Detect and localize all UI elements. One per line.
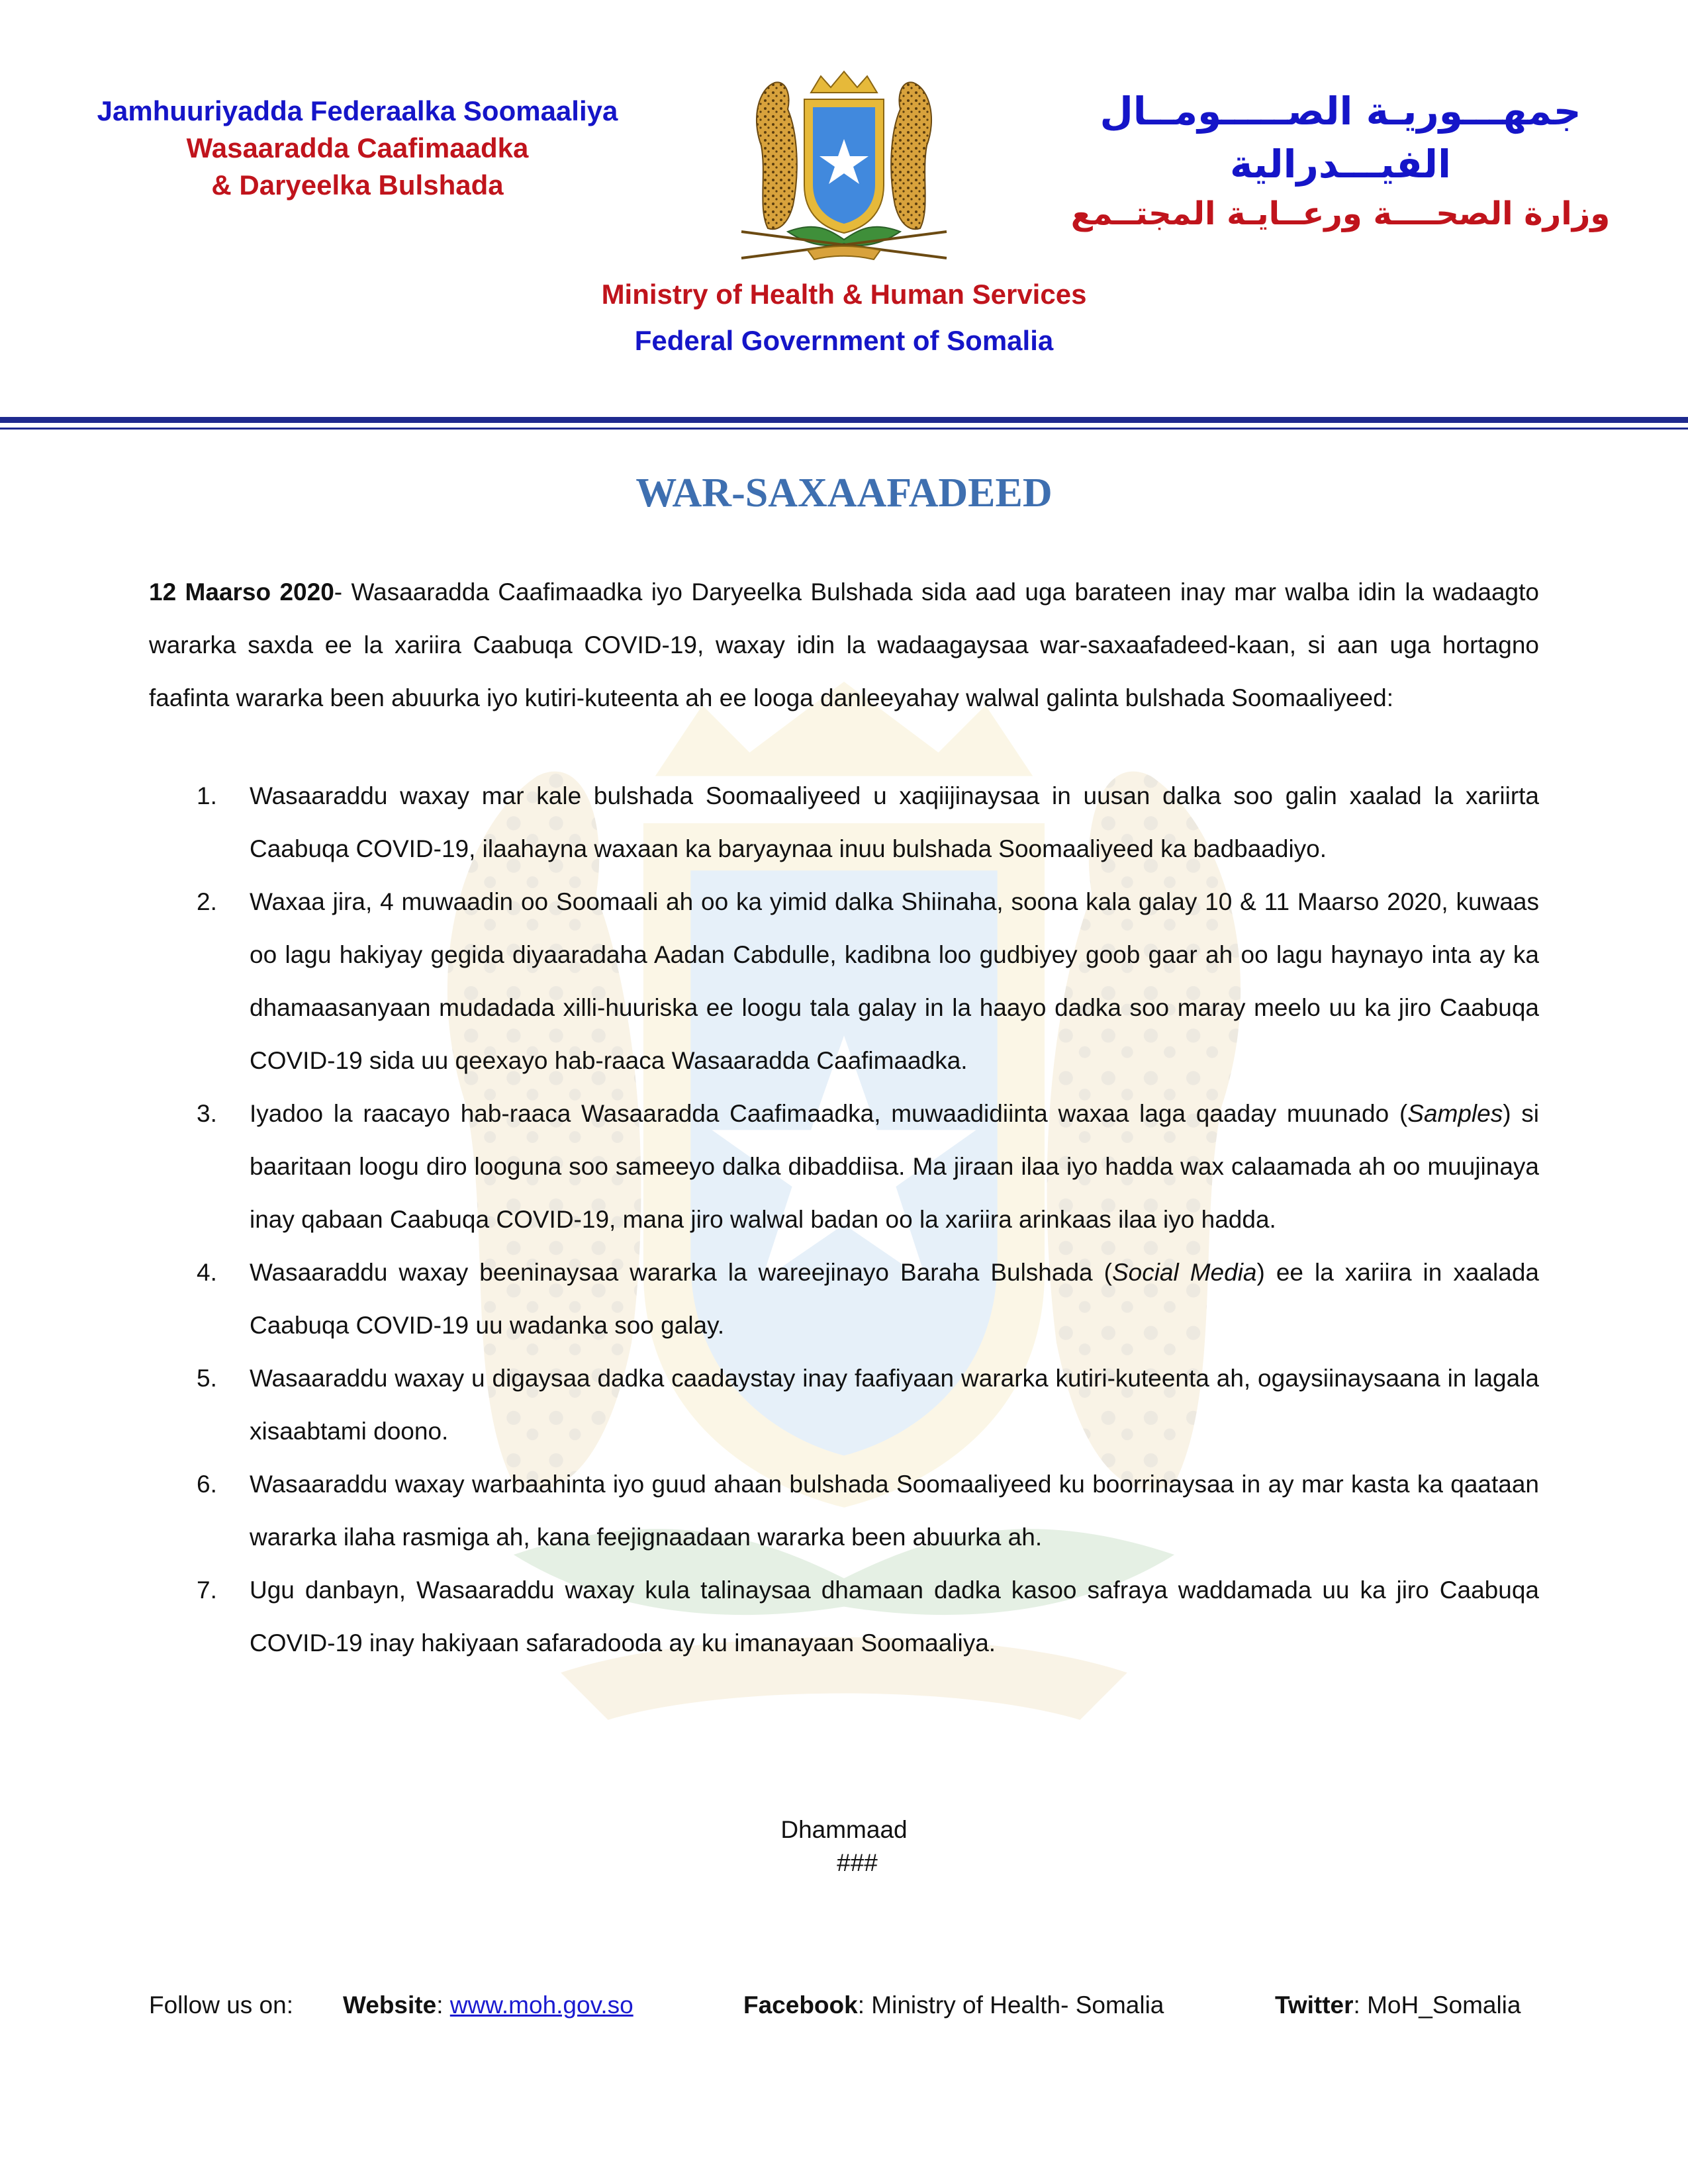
coat-of-arms-emblem (715, 66, 973, 271)
twitter-label: Twitter (1275, 1991, 1354, 2019)
footer-separator: : (1353, 1991, 1368, 2019)
numbered-list (149, 770, 1539, 1670)
list-text: Iyadoo la raacayo hab-raaca Wasaaradda Caafimaadka, muwaadidiinta waxaa laga qaaday muunado ( (250, 1100, 1408, 1127)
government-name-english: Federal Government of Somalia (634, 325, 1054, 356)
list-text-italic: Samples (1407, 1100, 1503, 1127)
ministry-name-somali: Wasaaradda Caafimaadka (186, 132, 529, 163)
list-item (149, 1352, 1539, 1458)
ministry-name-arabic: وزارة الصحــــة ورعــايـة المجتــمع (1070, 195, 1611, 232)
footer-separator: : (857, 1991, 872, 2019)
list-number: 1. (197, 782, 217, 809)
list-item (149, 876, 1539, 1087)
list-item (149, 1564, 1539, 1670)
footer-separator: : (436, 1991, 450, 2019)
twitter-value: MoH_Somalia (1367, 1991, 1521, 2019)
list-text: ) si baaritaan loogu diro looguna soo sameeyo dalka dibaddiisa. Ma jiraan ilaa iyo hadda wax calaamada ah oo muujinaya inay qabaan Caabuqa COVID-19, mana jiro walwal badan oo la xariira arinkaas ilaa iyo hadda. (250, 1100, 1539, 1233)
list-number: 7. (197, 1576, 217, 1604)
closing-block (712, 1813, 976, 1880)
republic-name-somali: Jamhuuriyadda Federaalka Soomaaliya (97, 95, 618, 126)
lead-text: - Wasaaradda Caafimaadka iyo Daryeelka Bulshada sida aad uga barateen inay mar walba idin la wadaagto wararka saxda ee la xariira Caabuqa COVID-19, waxay idin la wadaagaysaa war-saxaafadeed-kaan, si aan uga hortagno faafinta wararka been abuurka iyo kutiri-kuteenta ah ee looga danleeyahay walwal galinta bulshada Soomaaliyeed: (149, 578, 1539, 711)
list-text: Wasaaraddu waxay mar kale bulshada Soomaaliyeed u xaqiijinaysaa in uusan dalka soo galin xaalad la xariirta Caabuqa COVID-19, ilaahayna waxaan ka baryaynaa inuu bulshada Soomaaliyeed ka badbaadiyo. (250, 782, 1539, 862)
list-item (149, 1246, 1539, 1352)
list-item (149, 770, 1539, 876)
website-label: Website (343, 1991, 437, 2019)
facebook-label: Facebook (743, 1991, 858, 2019)
footer-follow-label: Follow us on: (149, 1991, 293, 2019)
lead-paragraph (149, 566, 1539, 725)
footer-twitter (1275, 1989, 1521, 2022)
list-item (149, 1458, 1539, 1564)
list-item (149, 1087, 1539, 1246)
ministry-block (463, 271, 1225, 364)
list-number: 5. (197, 1365, 217, 1392)
document-date: 12 Maarso 2020 (149, 578, 334, 606)
document-title: WAR-SAXAAFADEED (635, 471, 1053, 516)
list-text-italic: Social Media (1111, 1259, 1257, 1286)
header-divider-thick (0, 417, 1688, 423)
closing-hash: ### (837, 1849, 878, 1876)
list-text: Ugu danbayn, Wasaaraddu waxay kula talinaysaa dhamaan dadka kasoo safraya waddamada uu ka jiro Caabuqa COVID-19 inay hakiyaan safaradooda ay ku imanayaan Soomaaliya. (250, 1576, 1539, 1657)
footer-facebook (743, 1989, 1164, 2022)
list-text: Waxaa jira, 4 muwaadin oo Soomaali ah oo ka yimid dalka Shiinaha, soona kala galay 10 & 11 Maarso 2020, kuwaas oo lagu hakiyay gegida diyaaradaha Aadan Cabdulle, kadibna loo gudbiyey goob gaar ah oo lagu haynayo inta ay ka dhamaasanyaan mudadada xilli-huuriska ee loogu tala galay in la haayo dadka soo maray meelo uu ka jiro Caabuqa COVID-19 sida uu qeexayo hab-raaca Wasaaradda Caafimaadka. (250, 888, 1539, 1074)
header-divider-thin (0, 428, 1688, 430)
ministry-name-somali-2: & Daryeelka Bulshada (211, 169, 504, 201)
header-right-block (1033, 85, 1648, 237)
list-number: 2. (197, 888, 217, 915)
list-number: 3. (197, 1100, 217, 1127)
facebook-value: Ministry of Health- Somalia (871, 1991, 1164, 2019)
list-text: Wasaaraddu waxay u digaysaa dadka caadaystay inay faafiyaan wararka kutiri-kuteenta ah, ogaysiinaysaana in lagala xisaabtami doono. (250, 1365, 1539, 1445)
republic-name-arabic: جمهـــوريـة الصـــــومــال الفيـــدرالية (1100, 89, 1581, 187)
list-text: Wasaaraddu waxay warbaahinta iyo guud ahaan bulshada Soomaaliyeed ku boorrinaysaa in ay mar kasta ka qaataan wararka ilaha rasmiga ah, kana feejignaadaan wararka been abuurka ah. (250, 1471, 1539, 1551)
footer-website (343, 1989, 633, 2022)
list-number: 6. (197, 1471, 217, 1498)
website-link[interactable]: www.moh.gov.so (449, 1991, 633, 2019)
header-left-block (66, 93, 649, 204)
list-text: Wasaaraddu waxay beeninaysaa wararka la wareejinayo Baraha Bulshada ( (250, 1259, 1112, 1286)
list-text: ) ee la xariira in xaalada Caabuqa COVID-19 uu wadanka soo galay. (250, 1259, 1539, 1339)
closing-text: Dhammaad (780, 1816, 908, 1843)
list-number: 4. (197, 1259, 217, 1286)
document-body (149, 566, 1539, 1670)
ministry-name-english: Ministry of Health & Human Services (601, 279, 1087, 310)
